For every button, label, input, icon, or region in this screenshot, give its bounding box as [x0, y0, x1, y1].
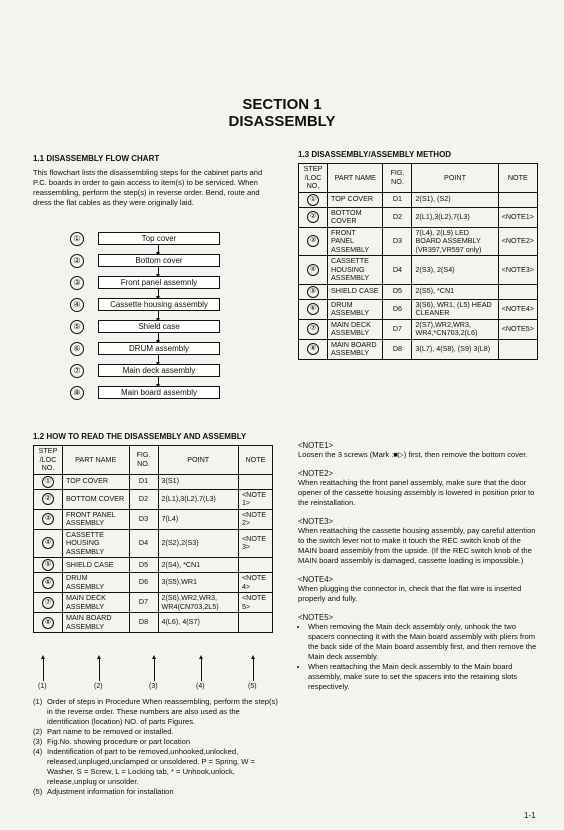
- column-header: FIG. NO.: [383, 164, 412, 193]
- table-cell: 3(S5),WR1: [158, 573, 238, 593]
- table-row: [34, 558, 273, 573]
- step-number: ④: [42, 537, 54, 549]
- page-title: DISASSEMBLY: [228, 113, 336, 130]
- column-marker-label: (4): [196, 683, 205, 690]
- heading-1-1: 1.1 DISASSEMBLY FLOW CHART: [33, 154, 160, 163]
- legend-text: Order of steps in Procedure When reassembling, perform the step(s) in the reverse order. These numbers are also used as the identification (location) NO. of parts Figures.: [47, 697, 278, 726]
- column-marker-label: (5): [248, 683, 257, 690]
- note: [298, 575, 538, 604]
- column-header: POINT: [158, 446, 238, 475]
- table-cell: <NOTE 4>: [238, 573, 272, 593]
- column-header: PART NAME: [63, 446, 130, 475]
- note-heading: <NOTE1>: [298, 441, 334, 450]
- step-number: ⑧: [70, 386, 84, 400]
- table-cell: CASSETTE HOUSING ASSEMBLY: [63, 529, 130, 558]
- note-bullets: [298, 622, 538, 692]
- step-number: ③: [70, 276, 84, 290]
- how-to-read-table: [33, 445, 273, 633]
- table-cell: [498, 284, 537, 299]
- table-cell: [299, 339, 328, 359]
- table-cell: MAIN DECK ASSEMBLY: [328, 319, 383, 339]
- flow-arrow: [158, 333, 159, 342]
- notes-block: [298, 441, 538, 692]
- step-box: Cassette housing assembly: [98, 298, 220, 311]
- table-cell: D4: [383, 256, 412, 285]
- table-cell: <NOTE 5>: [238, 593, 272, 613]
- column-header: POINT: [412, 164, 498, 193]
- table-cell: SHIELD CASE: [328, 284, 383, 299]
- note-body: Loosen the 3 screws (Mark :■▷) first, then remove the bottom cover.: [298, 450, 528, 459]
- step-number: ⑤: [70, 320, 84, 334]
- table-cell: [299, 192, 328, 207]
- step-number: ⑥: [307, 303, 319, 315]
- table-cell: D3: [383, 227, 412, 256]
- step-number: ⑥: [42, 577, 54, 589]
- table-cell: MAIN DECK ASSEMBLY: [63, 593, 130, 613]
- column-header: NOTE: [498, 164, 537, 193]
- legend-number: (1): [33, 697, 43, 706]
- table-row: [299, 319, 538, 339]
- legend-number: (4): [33, 747, 43, 756]
- table-row: [34, 529, 273, 558]
- table-cell: [498, 339, 537, 359]
- step-box: Front panel assemnly: [98, 276, 220, 289]
- legend-item: [33, 747, 278, 787]
- table-cell: MAIN BOARD ASSEMBLY: [63, 613, 130, 633]
- step-box: Shield case: [98, 320, 220, 333]
- table-cell: BOTTOM COVER: [63, 489, 130, 509]
- table-row: [299, 227, 538, 256]
- legend-number: (3): [33, 737, 43, 746]
- column-markers: [33, 655, 273, 695]
- note: [298, 469, 538, 508]
- legend-item: [33, 697, 278, 727]
- note-bullet: • When removing the Main deck assembly only, unhook the two spacers connecting it with the Main board assembly with pliers from the back side of the Main board assembly first, and then remove the Main deck assembly.: [308, 622, 538, 662]
- table-header-row: [34, 446, 273, 475]
- flowchart-intro: This flowchart lists the disassembling steps for the cabinet parts and P.C. boards in order to gain access to item(s) to be serviced. When reassembling, perform the step(s) in reverse order. Bend, route and dress the flat cables as they were originally laid.: [33, 168, 263, 207]
- table-cell: <NOTE4>: [498, 299, 537, 319]
- note-bullet: • When reattaching the Main deck assembly to the Main board assembly, make sure to set the spacers into the retaining slots respectively.: [308, 662, 538, 692]
- table-cell: 7(L4): [158, 509, 238, 529]
- step-number: ⑧: [42, 617, 54, 629]
- table-cell: 2(S2),2(S3): [158, 529, 238, 558]
- step-number: ⑧: [307, 343, 319, 355]
- table-cell: 4(L6), 4(S7): [158, 613, 238, 633]
- table-cell: [34, 509, 63, 529]
- table-cell: D5: [383, 284, 412, 299]
- table-cell: MAIN BOARD ASSEMBLY: [328, 339, 383, 359]
- step-number: ③: [42, 513, 54, 525]
- table-cell: D8: [383, 339, 412, 359]
- table-cell: [299, 256, 328, 285]
- table-cell: BOTTOM COVER: [328, 207, 383, 227]
- step-box: DRUM assembly: [98, 342, 220, 355]
- column-marker-arrow: [253, 659, 254, 681]
- table-cell: D1: [383, 192, 412, 207]
- table-cell: [299, 299, 328, 319]
- table-cell: [299, 207, 328, 227]
- table-cell: D6: [383, 299, 412, 319]
- table-cell: <NOTE 3>: [238, 529, 272, 558]
- legend-number: (5): [33, 787, 43, 796]
- table-row: [34, 593, 273, 613]
- table-cell: D6: [129, 573, 158, 593]
- table-cell: D8: [129, 613, 158, 633]
- step-number: ⑦: [70, 364, 84, 378]
- table-cell: [299, 284, 328, 299]
- legend-item: [33, 787, 278, 797]
- step-number: ①: [42, 476, 54, 488]
- flow-arrow: [158, 289, 159, 298]
- table-cell: 2(S6),WR2,WR3, WR4(CN703,2L5): [158, 593, 238, 613]
- table-cell: CASSETTE HOUSING ASSEMBLY: [328, 256, 383, 285]
- column-header: NOTE: [238, 446, 272, 475]
- step-box: Main board assembly: [98, 386, 220, 399]
- flow-arrow: [158, 245, 159, 254]
- step-box: Top cover: [98, 232, 220, 245]
- table-cell: [34, 573, 63, 593]
- table-cell: 3(S6), WR1, (L5) HEAD CLEANER: [412, 299, 498, 319]
- table-row: [299, 256, 538, 285]
- note: [298, 517, 538, 566]
- legend-text: Fig.No. showing procedure or part location: [47, 737, 191, 746]
- table-cell: [238, 474, 272, 489]
- table-cell: [498, 192, 537, 207]
- step-number: ③: [307, 235, 319, 247]
- table-cell: <NOTE2>: [498, 227, 537, 256]
- legend-list: [33, 697, 278, 797]
- step-number: ②: [70, 254, 84, 268]
- legend-text: Adjustment information for installation: [47, 787, 174, 796]
- step-number: ⑦: [42, 597, 54, 609]
- note-body: When reattaching the front panel assembly, make sure that the door opener of the cassette housing assembly is lowered in position prior to the reinstallation.: [298, 478, 535, 507]
- table-row: [299, 207, 538, 227]
- page-number: 1-1: [524, 811, 536, 820]
- table-cell: D1: [129, 474, 158, 489]
- table-cell: <NOTE 2>: [238, 509, 272, 529]
- column-header: FIG. NO.: [129, 446, 158, 475]
- column-marker-arrow: [154, 659, 155, 681]
- table-row: [34, 573, 273, 593]
- step-box: Main deck assembly: [98, 364, 220, 377]
- note: [298, 441, 538, 460]
- table-cell: D7: [383, 319, 412, 339]
- column-header: STEP /LOC NO.: [34, 446, 63, 475]
- table-cell: [34, 593, 63, 613]
- note-heading: <NOTE3>: [298, 517, 334, 526]
- table-row: [299, 192, 538, 207]
- flow-arrow: [158, 311, 159, 320]
- step-number: ①: [70, 232, 84, 246]
- column-header: STEP /LOC NO.: [299, 164, 328, 193]
- table-cell: [34, 474, 63, 489]
- column-marker-label: (1): [38, 683, 47, 690]
- table-cell: [299, 319, 328, 339]
- table-row: [34, 613, 273, 633]
- table-cell: SHIELD CASE: [63, 558, 130, 573]
- table-row: [34, 474, 273, 489]
- step-number: ②: [307, 211, 319, 223]
- legend-text: Indentification of part to be removed,unhooked,unlocked, released,unpluged,unclamped or unsoldered. P = Spring, W = Washer, S = Screw, L = Locking tab, * = Unhook,unlock, release,unplug or unsolder.: [47, 747, 255, 786]
- table-cell: <NOTE1>: [498, 207, 537, 227]
- column-marker-arrow: [201, 659, 202, 681]
- table-cell: <NOTE5>: [498, 319, 537, 339]
- note-body: When reattaching the cassette housing assembly, pay careful attention to the switch lever not to make it touch the REC switch knob of the MAIN board assembly from the upside. (If the REC switch knob of the MAIN board assembly is damaged, cassette loading is impossible.): [298, 526, 536, 565]
- table-cell: 7(L4), 2(L9) LED BOARD ASSEMBLY (VR397,VR597 only): [412, 227, 498, 256]
- table-cell: FRONT PANEL ASSEMBLY: [63, 509, 130, 529]
- table-cell: [34, 558, 63, 573]
- table-cell: 2(S3), 2(S4): [412, 256, 498, 285]
- step-number: ⑥: [70, 342, 84, 356]
- table-cell: [34, 489, 63, 509]
- table-cell: 3(L7), 4(S8), (S9) 3(L8): [412, 339, 498, 359]
- table-cell: DRUM ASSEMBLY: [63, 573, 130, 593]
- table-cell: 2(S7),WR2,WR3, WR4,*CN703,2(L6): [412, 319, 498, 339]
- table-row: [34, 509, 273, 529]
- table-row: [299, 299, 538, 319]
- table-cell: D2: [383, 207, 412, 227]
- note: [298, 613, 538, 692]
- table-row: [34, 489, 273, 509]
- table-row: [299, 284, 538, 299]
- legend-number: (2): [33, 727, 43, 736]
- table-cell: 2(S1), (S2): [412, 192, 498, 207]
- note-heading: <NOTE5>: [298, 613, 334, 622]
- table-cell: DRUM ASSEMBLY: [328, 299, 383, 319]
- table-cell: D4: [129, 529, 158, 558]
- section-label: SECTION 1: [242, 96, 322, 113]
- table-row: [299, 339, 538, 359]
- table-cell: D2: [129, 489, 158, 509]
- legend-text: Part name to be removed or installed.: [47, 727, 174, 736]
- table-cell: TOP COVER: [328, 192, 383, 207]
- table-cell: 2(L1),3(L2),7(L3): [158, 489, 238, 509]
- step-number: ②: [42, 493, 54, 505]
- column-marker-label: (3): [149, 683, 158, 690]
- step-number: ⑤: [42, 559, 54, 571]
- table-cell: 2(L1),3(L2),7(L3): [412, 207, 498, 227]
- step-number: ④: [307, 264, 319, 276]
- table-cell: [34, 529, 63, 558]
- column-marker-arrow: [43, 659, 44, 681]
- flow-arrow: [158, 355, 159, 364]
- legend-item: [33, 727, 278, 737]
- table-cell: 2(S4), *CN1: [158, 558, 238, 573]
- column-marker-label: (2): [94, 683, 103, 690]
- table-cell: D3: [129, 509, 158, 529]
- heading-1-3: 1.3 DISASSEMBLY/ASSEMBLY METHOD: [298, 150, 452, 159]
- column-marker-arrow: [99, 659, 100, 681]
- note-heading: <NOTE2>: [298, 469, 334, 478]
- table-header-row: [299, 164, 538, 193]
- table-cell: [34, 613, 63, 633]
- method-table: [298, 163, 538, 360]
- column-header: PART NAME: [328, 164, 383, 193]
- flow-arrow: [158, 377, 159, 386]
- note-heading: <NOTE4>: [298, 575, 334, 584]
- table-cell: TOP COVER: [63, 474, 130, 489]
- table-cell: D5: [129, 558, 158, 573]
- table-cell: [299, 227, 328, 256]
- flow-arrow: [158, 267, 159, 276]
- flow-chart: [0, 232, 280, 402]
- table-cell: D7: [129, 593, 158, 613]
- table-cell: <NOTE3>: [498, 256, 537, 285]
- table-cell: 2(S5), *CN1: [412, 284, 498, 299]
- heading-1-2: 1.2 HOW TO READ THE DISASSEMBLY AND ASSEMBLY: [33, 432, 247, 441]
- step-number: ⑦: [307, 323, 319, 335]
- table-cell: FRONT PANEL ASSEMBLY: [328, 227, 383, 256]
- step-number: ④: [70, 298, 84, 312]
- step-number: ①: [307, 194, 319, 206]
- table-cell: [238, 613, 272, 633]
- table-cell: <NOTE 1>: [238, 489, 272, 509]
- table-cell: 3(S1): [158, 474, 238, 489]
- step-number: ⑤: [307, 286, 319, 298]
- step-box: Bottom cover: [98, 254, 220, 267]
- note-body: When plugging the connector in, check that the flat wire is inserted properly and fully.: [298, 584, 522, 603]
- table-cell: [238, 558, 272, 573]
- legend-item: [33, 737, 278, 747]
